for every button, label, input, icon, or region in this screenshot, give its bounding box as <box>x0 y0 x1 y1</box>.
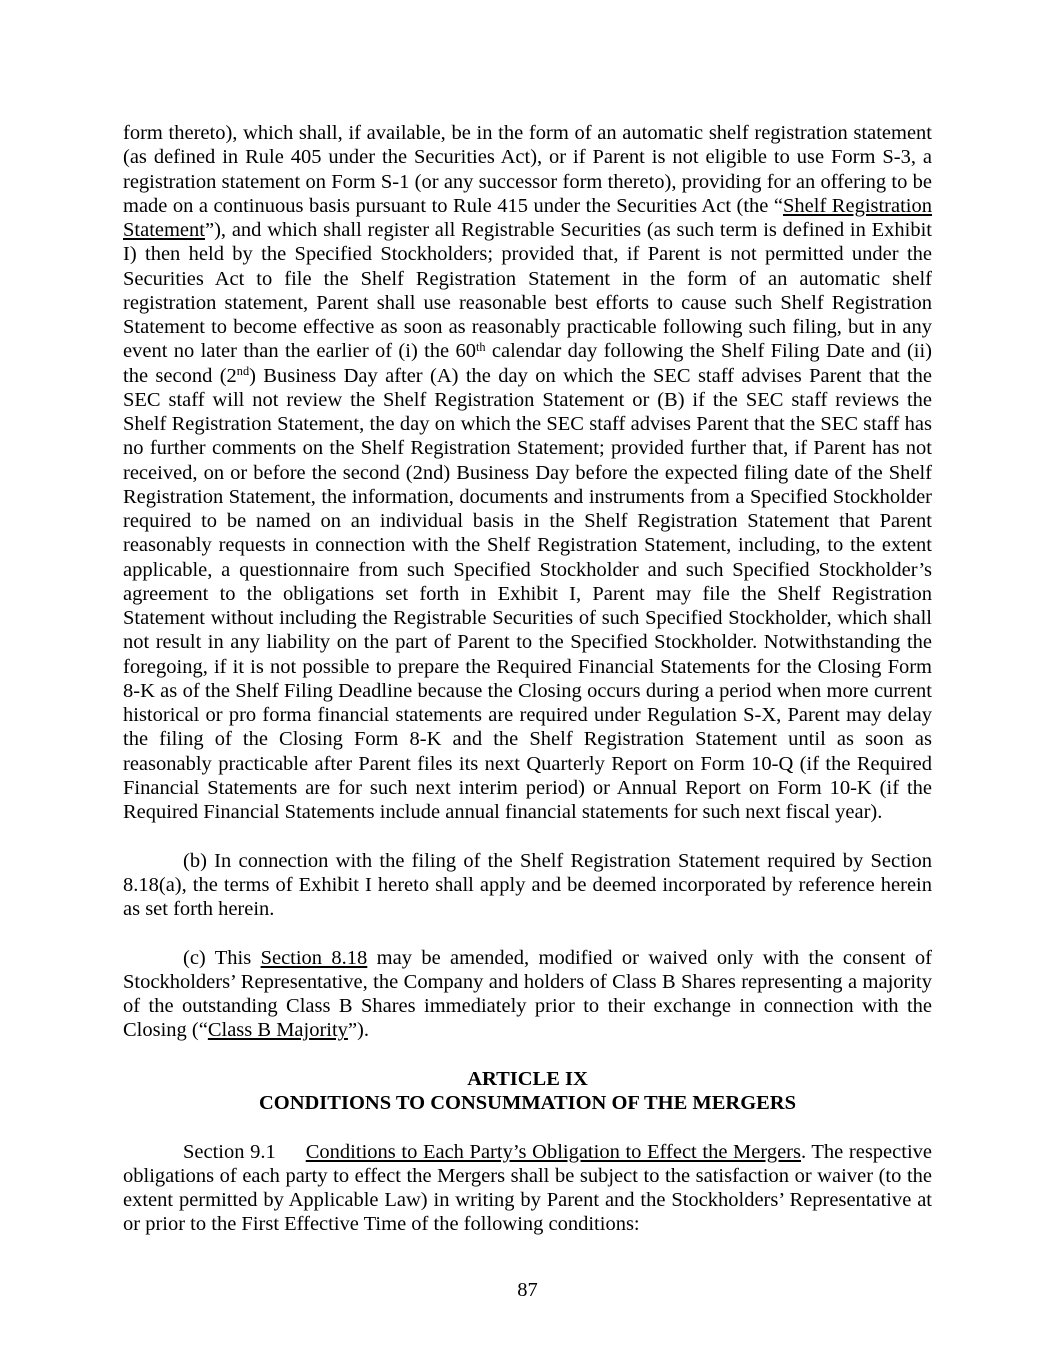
section-9-1-paragraph <box>123 1140 932 1237</box>
text-run: (c) This <box>183 946 261 969</box>
text-run: ”), and which shall register all Registrable Securities (as such term is defined in Exhibit I) then held by the Specified Stockholders; provided that, if Parent is not permitted under the Securities Act to file the Shelf Registration Statement in the form of an automatic shelf registration statement, Parent shall use reasonable best efforts to cause such Shelf Registration Statement to become effective as soon as reasonably practicable following such filing, but in any event no later than the earlier of (i) the 60 <box>123 219 932 363</box>
text-run: ) Business Day after (A) the day on which the SEC staff advises Parent that the SEC staff will not review the Shelf Registration Statement or (B) if the SEC staff reviews the Shelf Registration Statement, the day on which the SEC staff advises Parent that the SEC staff has no further comments on the Shelf Registration Statement; provided further that, if Parent has not received, on or before the second (2nd) Business Day before the expected filing date of the Shelf Registration Statement, the information, documents and instruments from a Specified Stockholder required to be named on an individual basis in the Shelf Registration Statement that Parent reasonably requests in connection with the Shelf Registration Statement, including, to the extent applicable, a questionnaire from such Specified Stockholder and such Specified Stockholder’s agreement to the obligations set forth in Exhibit I, Parent may file the Shelf Registration Statement without including the Registrable Securities of such Specified Stockholder, which shall not result in any liability on the part of Parent to the Specified Stockholder. Notwithstanding the foregoing, if it is not possible to prepare the Required Financial Statements for the Closing Form 8-K as of the Shelf Filing Deadline because the Closing occurs during a period when more current historical or pro forma financial statements are required under Regulation S-X, Parent may delay the filing of the Closing Form 8-K and the Shelf Registration Statement until as soon as reasonably practicable after Parent files its next Quarterly Report on Form 10-Q (if the Required Financial Statements are for such next interim period) or Annual Report on Form 10-K (if the Required Financial Statements include annual financial statements for such next fiscal year). <box>123 364 932 823</box>
section-9-1-caption: Conditions to Each Party’s Obligation to Effect the Mergers <box>305 1140 801 1163</box>
article-ix-heading <box>123 1067 932 1116</box>
article-heading-title: ARTICLE IX <box>467 1067 588 1090</box>
paragraph-continuation <box>123 121 932 824</box>
page-number: 87 <box>517 1279 538 1301</box>
page-footer <box>0 1278 1055 1302</box>
section-number: Section 9.1 <box>183 1140 276 1163</box>
paragraph-b <box>123 849 932 922</box>
defined-term-class-b-majority: Class B Majority <box>207 1019 348 1042</box>
text-run: ”). <box>347 1019 369 1042</box>
article-heading-subtitle: CONDITIONS TO CONSUMMATION OF THE MERGERS <box>258 1092 797 1114</box>
document-body <box>123 121 932 1261</box>
ordinal-superscript: nd <box>236 364 250 379</box>
ordinal-superscript: th <box>476 340 486 355</box>
text-run: may be amended, modified or waived only with the consent of Stockholders’ Representative, the Company and holders of Class B Shares representing a majority of the outstanding Class B Shares immediately prior to their exchange in connection with the Closing (“ <box>123 946 932 1042</box>
text-run: calendar day following the Shelf Filing Date and (ii) the second (2 <box>123 340 932 387</box>
defined-term-shelf-registration-statement: Shelf Registration Statement <box>123 194 932 241</box>
text-run: (b) In connection with the filing of the Shelf Registration Statement required by Section 8.18(a), the terms of Exhibit I hereto shall apply and be deemed incorporated by reference herein as set forth herein. <box>123 849 932 920</box>
text-run: . The respective obligations of each party to effect the Mergers shall be subject to the satisfaction or waiver (to the extent permitted by Applicable Law) in writing by Parent and the Stockholders’ Representative at or prior to the First Effective Time of the following conditions: <box>123 1140 932 1236</box>
text-run: form thereto), which shall, if available, be in the form of an automatic shelf registration statement (as defined in Rule 405 under the Securities Act), or if Parent is not eligible to use Form S-3, a registration statement on Form S-1 (or any successor form thereto), providing for an offering to be made on a continuous basis pursuant to Rule 415 under the Securities Act (the “ <box>123 122 932 217</box>
paragraph-c <box>123 946 932 1043</box>
cross-reference-section-8-18: Section 8.18 <box>260 946 368 969</box>
